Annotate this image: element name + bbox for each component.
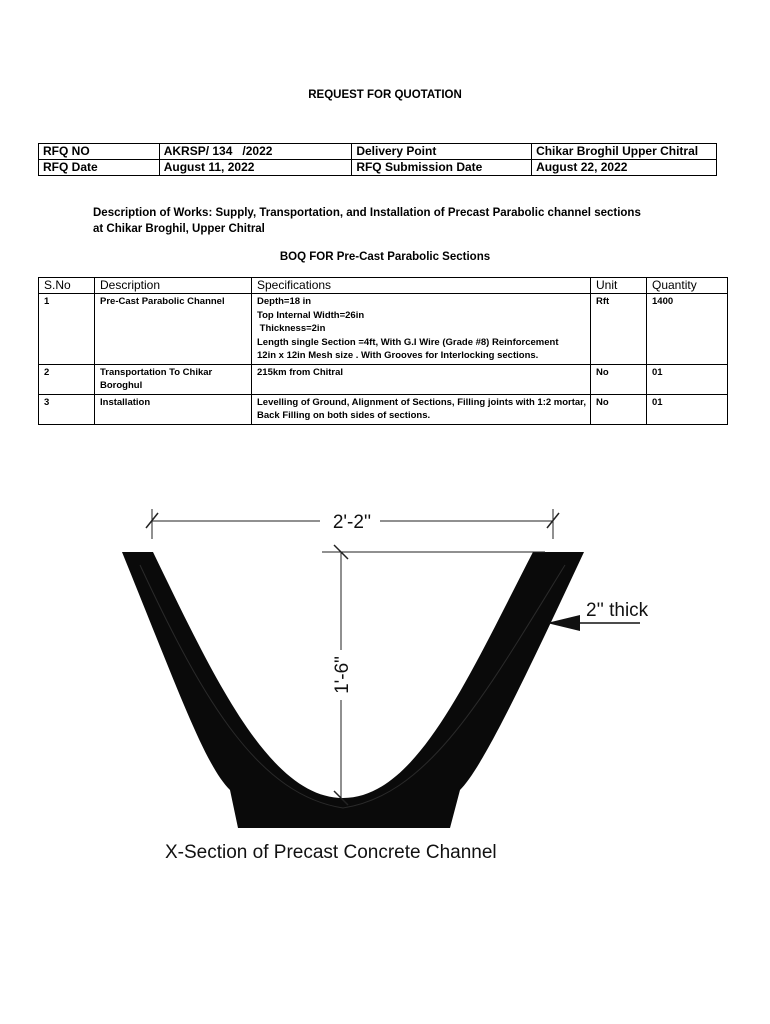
boq-header-row <box>39 278 728 294</box>
rfq-no-label: RFQ NO <box>39 144 160 160</box>
thickness-label: 2'' thick <box>586 600 649 621</box>
spec-line: Depth=18 in <box>257 296 312 307</box>
header-description: Description <box>95 278 252 294</box>
row-specifications: Levelling of Ground, Alignment of Sections, Filling joints with 1:2 mortar, Back Filling on both sides of sections. <box>252 394 591 424</box>
row-description: Pre-Cast Parabolic Channel <box>95 294 252 365</box>
rfq-date-label: RFQ Date <box>39 160 160 176</box>
header-sno: S.No <box>39 278 95 294</box>
rfq-info-table <box>38 143 717 176</box>
header-unit: Unit <box>591 278 647 294</box>
row-unit: No <box>591 394 647 424</box>
table-row <box>39 394 728 424</box>
table-row <box>39 294 728 365</box>
row-quantity: 01 <box>647 394 728 424</box>
spec-line: Length single Section =4ft, With G.I Wire (Grade #8) Reinforcement <box>257 336 559 348</box>
table-row <box>39 144 717 160</box>
rfq-no-value: AKRSP/ 134 /2022 <box>159 144 352 160</box>
channel-section-shape <box>122 552 584 828</box>
boq-title: BOQ FOR Pre-Cast Parabolic Sections <box>279 251 491 263</box>
row-quantity: 01 <box>647 364 728 394</box>
boq-table <box>38 277 728 425</box>
submission-date-value: August 22, 2022 <box>532 160 717 176</box>
channel-cross-section-drawing <box>110 495 649 835</box>
submission-date-label: RFQ Submission Date <box>352 160 532 176</box>
depth-label: 1'-6" <box>332 656 353 694</box>
rfq-date-value: August 11, 2022 <box>159 160 352 176</box>
header-specifications: Specifications <box>252 278 591 294</box>
delivery-point-value: Chikar Broghil Upper Chitral <box>532 144 717 160</box>
row-sno: 2 <box>39 364 95 394</box>
spec-line: Thickness=2in <box>257 323 326 334</box>
table-row <box>39 160 717 176</box>
header-quantity: Quantity <box>647 278 728 294</box>
row-description: Transportation To Chikar Boroghul <box>95 364 252 394</box>
delivery-point-label: Delivery Point <box>352 144 532 160</box>
spec-line: 12in x 12in Mesh size . With Grooves for Interlocking sections. <box>257 350 539 361</box>
document-title: REQUEST FOR QUOTATION <box>308 89 462 101</box>
row-quantity: 1400 <box>647 294 728 365</box>
works-description: Description of Works: Supply, Transportation, and Installation of Precast Parabolic channel sections at Chikar Broghil, Upper Chitral <box>93 207 641 235</box>
row-specifications: 215km from Chitral <box>252 364 591 394</box>
table-row <box>39 364 728 394</box>
drawing-caption: X-Section of Precast Concrete Channel <box>165 842 497 863</box>
row-description: Installation <box>95 394 252 424</box>
spec-line: Top Internal Width=26in <box>257 309 365 321</box>
row-sno: 1 <box>39 294 95 365</box>
row-unit: Rft <box>591 294 647 365</box>
row-sno: 3 <box>39 394 95 424</box>
row-specifications <box>252 294 591 365</box>
top-width-label: 2'-2'' <box>332 512 372 533</box>
row-unit: No <box>591 364 647 394</box>
